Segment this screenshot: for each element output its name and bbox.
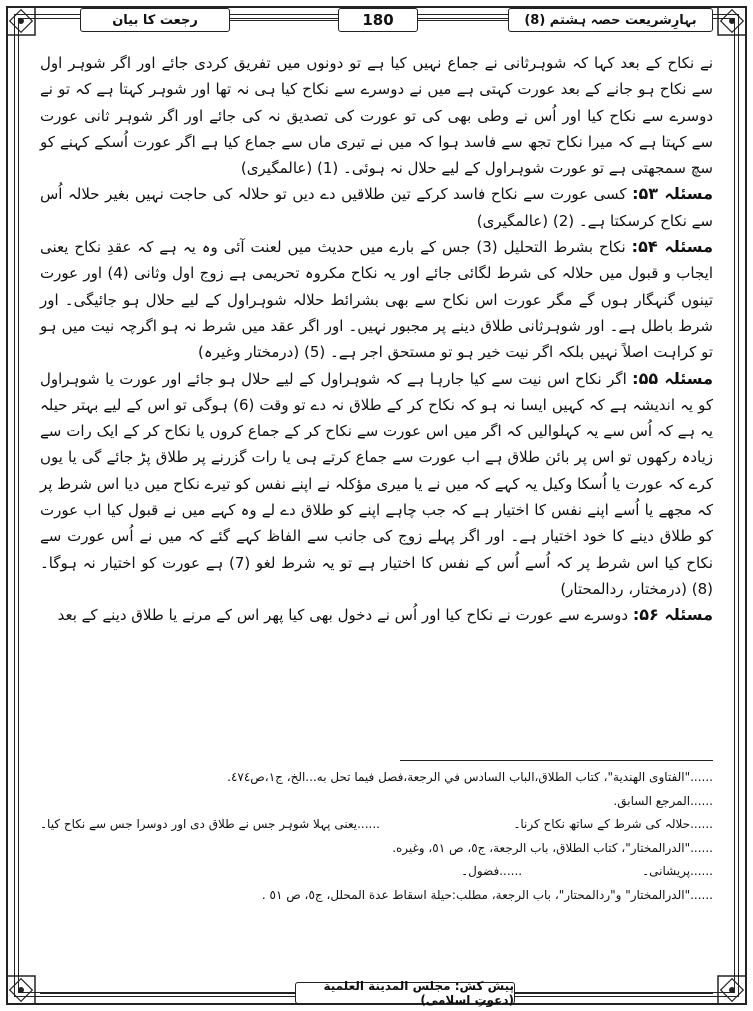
book-title: بہارِشریعت حصہ ہشتم (8) (508, 8, 713, 32)
footnote: ......المرجع السابق. (613, 793, 713, 808)
reference: (2) (عالمگیری) (476, 211, 575, 230)
footnote: ......حلالہ کی شرط کے ساتھ نکاح کرنا۔ (513, 817, 713, 831)
main-text (40, 50, 713, 629)
paragraph (40, 50, 713, 181)
paragraph-text: نکاح بشرط التحلیل (3) جس کے بارے میں حدیث میں لعنت آئی وہ یہ ہے کہ عقدِ نکاح یعنی ایجاب و قبول میں حلالہ کی شرط لگائی جائے اور یہ نکاح مکروہ تحریمی ہے زوج اول وثانی (4) اور عورت تینوں گنہگار ہوں گے مگر عورت اس نکاح سے بھی بشرائط حلالہ شوہراول کے لیے حلال ہو جائیگی۔ اور شرط باطل ہے۔ اور شوہرثانی طلاق دینے پر مجبور نہیں۔ اور اگر عقد میں شرط نہ ہو اگرچہ نیت میں ہو تو کراہت اصلاً نہیں بلکہ اگر نیت خیر ہو تو مستحق اجر ہے۔ (40, 238, 713, 362)
chapter-title: رجعت کا بیان (80, 8, 230, 32)
footer-rule (515, 993, 713, 994)
paragraph (40, 234, 713, 365)
header-rule (230, 20, 338, 21)
paragraph-text: نے نکاح کے بعد کہا کہ شوہرثانی نے جماع نہیں کیا ہے تو دونوں میں تفریق کردی جائے اور اگر شوہر اول سے نکاح ہو جانے کے بعد عورت کہتی ہے میں نے دوسرے سے نکاح کیا ہی نہ تھا اور شوہر کہتا ہے کہ تو نے دوسرے سے نکاح کیا اور اُس نے وطی بھی کی تو عورت کی تصدیق نہ کی جائے اور اگر شوہر ثانی عورت سے کہتا ہے کہ میرا نکاح تجھ سے فاسد ہوا کہ میں نے تیری ماں سے جماع کیا ہے اگر عورت اُسکے کہنے کو سچ سمجھتی ہے تو عورت شوہراول کے لیے حلال نہ ہوئی۔ (40, 54, 713, 178)
header-rule (418, 20, 508, 21)
footnote-row (40, 860, 713, 884)
paragraph (40, 366, 713, 603)
corner-ornament-icon (4, 973, 38, 1007)
corner-ornament-icon (715, 4, 749, 38)
footnote: ......"الدرالمختار"، کتاب الطلاق، باب الرجعة، ج٥، ص ٥١، وغیره. (392, 840, 713, 855)
paragraph-text: دوسرے سے عورت نے نکاح کیا اور اُس نے دخول بھی کیا پھر اس کے مرنے یا طلاق دینے کے بعد (57, 606, 629, 625)
footnote: ......پریشانی۔ (642, 864, 713, 878)
paragraph (40, 181, 713, 234)
masla-label: مسئلہ ۵۵: (632, 368, 713, 388)
page-number: 180 (338, 8, 418, 32)
publisher-credit: پیش کش: مجلس المدینة العلمیة (دعوتِ اسلامی) (295, 982, 515, 1004)
footnote: ......"الدرالمختار" و"ردالمحتار"، باب الرجعة، مطلب:حيلة اسقاط عدة المحلل، ج٥، ص ٥١ . (261, 887, 713, 902)
corner-ornament-icon (4, 4, 38, 38)
masla-label: مسئلہ ۵۴: (631, 237, 713, 257)
masla-label: مسئلہ ۵۳: (632, 184, 713, 204)
paragraph-text: اگر نکاح اس نیت سے کیا جارہا ہے کہ شوہراول کے لیے حلال ہو جائے اور عورت یا شوہراول کو یہ اندیشہ ہے کہ کہیں ایسا نہ ہو کہ نکاح کر کے طلاق نہ دے تو وقت (6) ہوگی تو اس کے لیے بہتر حیلہ یہ ہے کہ اُس سے یہ کہلوالیں کہ اگر میں اس عورت سے نکاح کر کے جماع کروں یا نکاح کر کے ایک رات سے زیادہ رکھوں تو اس پر بائن طلاق ہے اب عورت سے جماع کرتے ہی یا رات گزرنے پر طلاق پڑ جائے گی یا یوں کرے کہ عورت یا اُسکا وکیل یہ کہے کہ میں نے یا میری مؤکلہ نے اپنے نفس کو تیرے نکاح میں دیا اس شرط پر کہ مجھے یا اُسے اپنے نفس کا اختیار ہے کہ جب چاہے اپنے کو طلاق دے لے وہ کہے میں نے قبول کیا اب عورت کو طلاق دینے کا خود اختیار ہے۔ اور اگر پہلے زوج کی جانب سے الفاظ کہے گئے کہ میں نے اُس عورت سے نکاح کیا اس شرط پر کہ اُسے اُس کے نفس کا اختیار ہے تو یہ شرط لغو (7) ہے عورت کو اختیار نہ ہوگا۔ (40, 369, 713, 572)
footnotes (40, 766, 713, 907)
corner-ornament-icon (715, 973, 749, 1007)
footer-rule (40, 993, 295, 994)
masla-label: مسئلہ ۵۶: (632, 605, 713, 625)
reference: (8) (درمختار، ردالمحتار) (560, 579, 713, 598)
footnote: ......فضول۔ (461, 864, 523, 878)
footnote: ......"الفتاوی الهندیة"، کتاب الطلاق،الباب السادس في الرجعة،فصل فيما تحل به...الخ، ج١،ص٤٧٤. (227, 770, 713, 784)
footnote-separator (400, 760, 713, 761)
paragraph (40, 602, 713, 628)
footnote: ......یعنی پہلا شوہر جس نے طلاق دی اور دوسرا جس سے نکاح کیا۔ (40, 817, 380, 831)
reference: (5) (درمختار وغیرہ) (198, 343, 326, 362)
page-header (40, 4, 713, 34)
footnote-row (40, 813, 713, 837)
page-footer (40, 979, 713, 1007)
paragraph-text: کسی عورت سے نکاح فاسد کرکے تین طلاقیں دے دیں تو حلالہ کی حاجت نہیں بغیر حلالہ اُس سے نکاح کرسکتا ہے۔ (40, 185, 713, 230)
reference: (1) (عالمگیری) (240, 159, 339, 178)
